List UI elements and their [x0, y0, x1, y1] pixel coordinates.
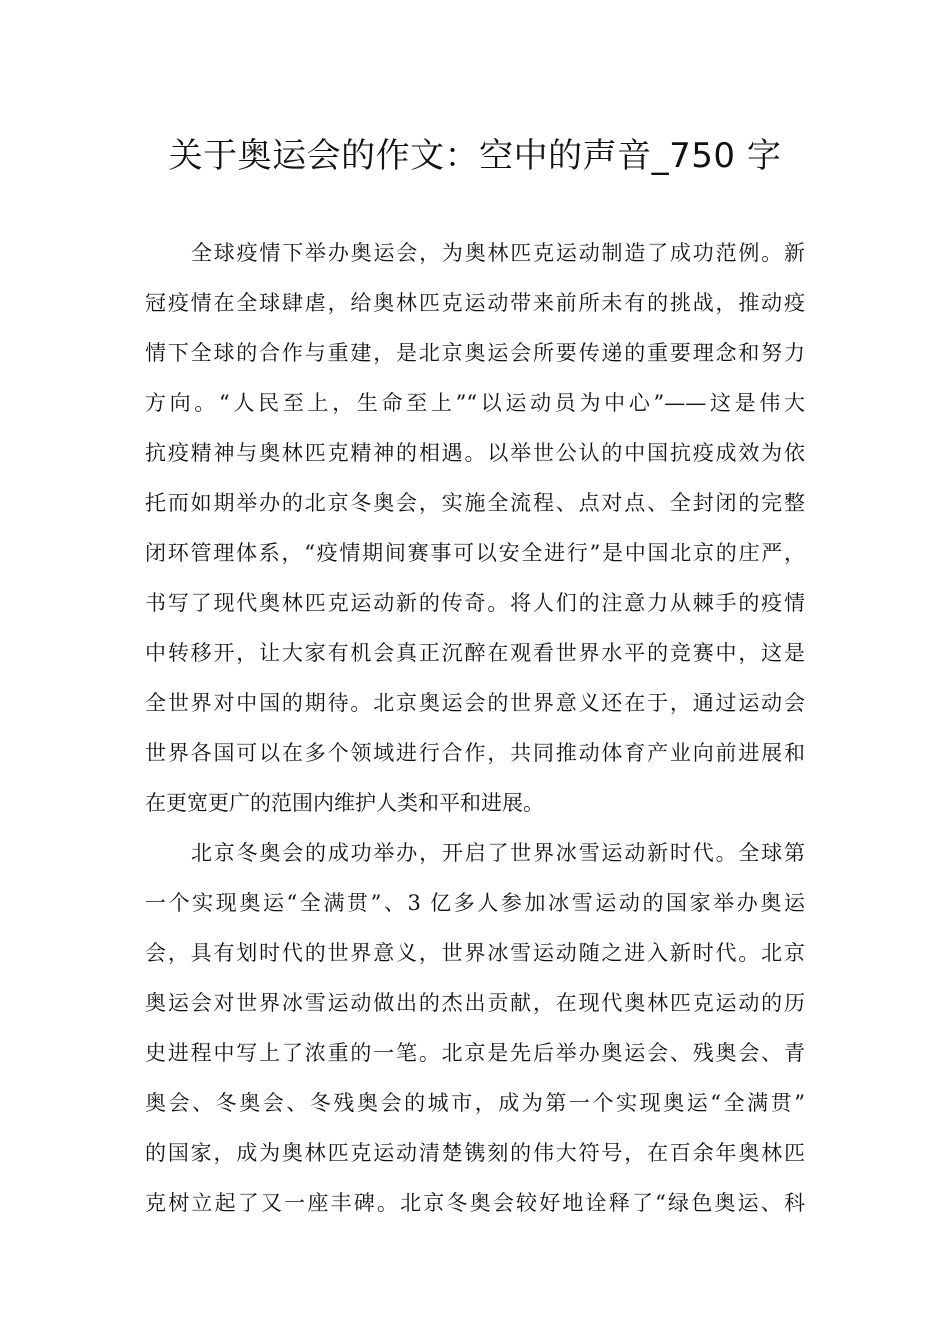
text-line: 冠疫情在全球肆虐，给奥林匹克运动带来前所未有的挑战，推动疫 [145, 291, 805, 315]
document-body [145, 228, 805, 1228]
document-title: 关于奥运会的作文：空中的声音_750 字 [168, 136, 782, 176]
text-line: 全世界对中国的期待。北京奥运会的世界意义还在于，通过运动会 [145, 691, 805, 715]
text-line: 史进程中写上了浓重的一笔。北京是先后举办奥运会、残奥会、青 [145, 1041, 805, 1065]
text-line: 情下全球的合作与重建，是北京奥运会所要传递的重要理念和努力 [145, 341, 805, 365]
text-line: 奥会、冬奥会、冬残奥会的城市，成为第一个实现奥运“全满贯” [145, 1091, 805, 1115]
text-line: 北京冬奥会的成功举办，开启了世界冰雪运动新时代。全球第 [191, 841, 805, 865]
text-line: 克树立起了又一座丰碑。北京冬奥会较好地诠释了“绿色奥运、科 [145, 1191, 805, 1215]
text-line: 会，具有划时代的世界意义，世界冰雪运动随之进入新时代。北京 [145, 941, 805, 965]
paragraph-1 [145, 228, 805, 828]
text-line: 在更宽更广的范围内维护人类和平和进展。 [145, 791, 544, 815]
text-line: 世界各国可以在多个领域进行合作，共同推动体育产业向前进展和 [145, 741, 805, 765]
paragraph-2 [145, 828, 805, 1228]
text-line: 闭环管理体系，“疫情期间赛事可以安全进行”是中国北京的庄严， [145, 541, 805, 565]
text-line: 奥运会对世界冰雪运动做出的杰出贡献，在现代奥林匹克运动的历 [145, 991, 805, 1015]
text-line: 中转移开，让大家有机会真正沉醉在观看世界水平的竞赛中，这是 [145, 641, 805, 665]
text-line: 方向。“人民至上，生命至上”“以运动员为中心”——这是伟大 [145, 391, 805, 415]
text-line: 抗疫精神与奥林匹克精神的相遇。以举世公认的中国抗疫成效为依 [145, 441, 805, 465]
text-line: 书写了现代奥林匹克运动新的传奇。将人们的注意力从棘手的疫情 [145, 591, 805, 615]
text-line: 一个实现奥运“全满贯”、3 亿多人参加冰雪运动的国家举办奥运 [145, 891, 805, 915]
text-line: 全球疫情下举办奥运会，为奥林匹克运动制造了成功范例。新 [191, 241, 805, 265]
text-line: 的国家，成为奥林匹克运动清楚镌刻的伟大符号，在百余年奥林匹 [145, 1141, 805, 1165]
text-line: 托而如期举办的北京冬奥会，实施全流程、点对点、全封闭的完整 [145, 491, 805, 515]
